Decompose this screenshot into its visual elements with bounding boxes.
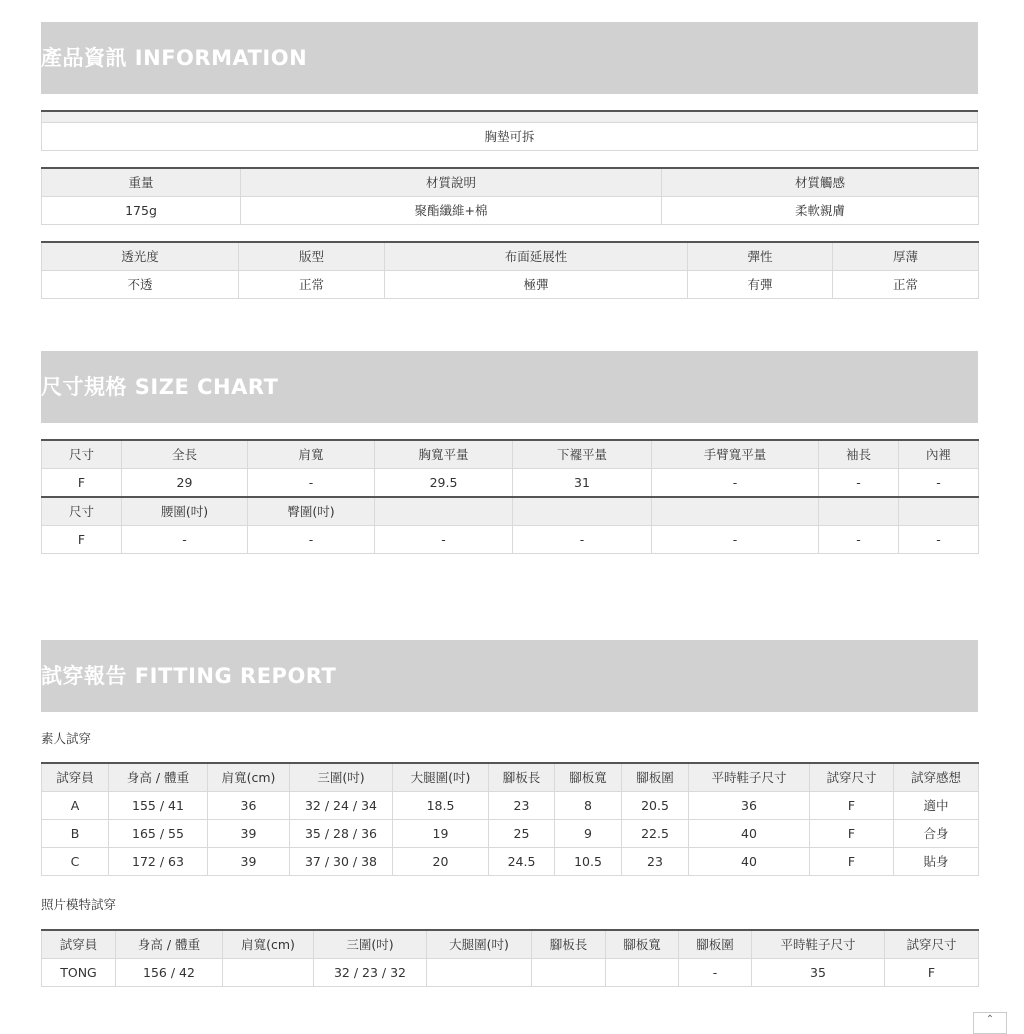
value-cell: F	[810, 820, 894, 848]
value-cell	[223, 959, 314, 987]
header-cell: 腳板圍	[622, 763, 689, 792]
value-cell: 20	[393, 848, 489, 876]
feature-table	[41, 110, 978, 151]
value-cell: 24.5	[489, 848, 555, 876]
header-cell: 內裡	[899, 440, 979, 469]
value-cell: 165 / 55	[109, 820, 208, 848]
value-cell: 40	[689, 848, 810, 876]
value-cell: F	[42, 469, 122, 498]
header-cell: 肩寬(cm)	[208, 763, 290, 792]
value-cell: 31	[513, 469, 652, 498]
amateur-fitting-label: 素人試穿	[41, 731, 92, 746]
header-cell: 腳板圍	[679, 930, 752, 959]
header-cell: 腰圍(吋)	[122, 497, 248, 526]
value-cell: -	[248, 526, 375, 554]
header-cell: 腳板長	[489, 763, 555, 792]
value-cell: C	[42, 848, 109, 876]
info-section-title: 產品資訊 INFORMATION	[41, 22, 978, 94]
value-cell: 172 / 63	[109, 848, 208, 876]
value-cell: 有彈	[688, 271, 833, 299]
value-cell: -	[899, 469, 979, 498]
value-cell: 39	[208, 820, 290, 848]
value-cell: 22.5	[622, 820, 689, 848]
value-cell: 合身	[894, 820, 979, 848]
value-cell: 柔軟親膚	[662, 197, 979, 225]
value-cell: 20.5	[622, 792, 689, 820]
value-cell: 36	[208, 792, 290, 820]
value-cell: 39	[208, 848, 290, 876]
header-cell: 厚薄	[833, 242, 979, 271]
header-cell: 下襬平量	[513, 440, 652, 469]
value-cell: 32 / 23 / 32	[314, 959, 427, 987]
value-cell: -	[652, 526, 819, 554]
value-cell: -	[819, 526, 899, 554]
value-cell: 8	[555, 792, 622, 820]
header-cell: 尺寸	[42, 440, 122, 469]
value-cell	[427, 959, 532, 987]
value-cell: F	[42, 526, 122, 554]
header-cell: 袖長	[819, 440, 899, 469]
value-cell: 35	[752, 959, 885, 987]
value-cell: -	[248, 469, 375, 498]
value-cell: 32 / 24 / 34	[290, 792, 393, 820]
header-cell: 三圍(吋)	[314, 930, 427, 959]
header-cell: 腳板寬	[606, 930, 679, 959]
header-cell: 平時鞋子尺寸	[752, 930, 885, 959]
value-cell: 29.5	[375, 469, 513, 498]
value-cell: -	[819, 469, 899, 498]
table-row	[42, 792, 979, 820]
value-cell: 156 / 42	[116, 959, 223, 987]
table-row	[42, 820, 979, 848]
value-cell: -	[679, 959, 752, 987]
value-cell: -	[122, 526, 248, 554]
feature-cell: 胸墊可拆	[42, 123, 978, 151]
value-cell: 聚酯纖維+棉	[241, 197, 662, 225]
header-cell: 腳板長	[532, 930, 606, 959]
value-cell: 適中	[894, 792, 979, 820]
header-cell: 版型	[239, 242, 385, 271]
header-cell: 大腿圍(吋)	[393, 763, 489, 792]
amateur-fitting-table	[41, 762, 979, 876]
value-cell: 10.5	[555, 848, 622, 876]
value-cell: 極彈	[385, 271, 688, 299]
header-cell: 試穿員	[42, 763, 109, 792]
header-cell: 試穿感想	[894, 763, 979, 792]
value-cell	[606, 959, 679, 987]
value-cell: -	[899, 526, 979, 554]
header-cell: 大腿圍(吋)	[427, 930, 532, 959]
value-cell: 不透	[42, 271, 239, 299]
header-cell: 全長	[122, 440, 248, 469]
header-cell	[513, 497, 652, 526]
model-fitting-label: 照片模特試穿	[41, 897, 117, 912]
value-cell: 35 / 28 / 36	[290, 820, 393, 848]
feature-table-header	[42, 111, 978, 123]
header-cell: 三圍(吋)	[290, 763, 393, 792]
header-cell: 身高 / 體重	[109, 763, 208, 792]
value-cell: 37 / 30 / 38	[290, 848, 393, 876]
header-cell: 透光度	[42, 242, 239, 271]
table-row	[42, 848, 979, 876]
table-row	[42, 959, 979, 987]
fitting-section-title: 試穿報告 FITTING REPORT	[41, 640, 978, 712]
value-cell: 18.5	[393, 792, 489, 820]
header-cell: 試穿尺寸	[885, 930, 979, 959]
value-cell: B	[42, 820, 109, 848]
header-cell: 身高 / 體重	[116, 930, 223, 959]
header-cell: 平時鞋子尺寸	[689, 763, 810, 792]
header-cell: 臀圍(吋)	[248, 497, 375, 526]
value-cell: 23	[489, 792, 555, 820]
value-cell: 9	[555, 820, 622, 848]
header-cell: 材質說明	[241, 168, 662, 197]
size-table	[41, 439, 979, 554]
header-cell: 布面延展性	[385, 242, 688, 271]
info-table-1	[41, 167, 979, 225]
value-cell: 175g	[42, 197, 241, 225]
value-cell: TONG	[42, 959, 116, 987]
header-cell: 彈性	[688, 242, 833, 271]
scroll-to-top-button[interactable]	[973, 1012, 1007, 1034]
header-cell: 重量	[42, 168, 241, 197]
value-cell: 40	[689, 820, 810, 848]
chevron-up-icon: ⌃	[985, 1014, 995, 1025]
header-cell: 肩寬	[248, 440, 375, 469]
value-cell: 正常	[239, 271, 385, 299]
value-cell: 29	[122, 469, 248, 498]
value-cell: 25	[489, 820, 555, 848]
header-cell	[899, 497, 979, 526]
header-cell: 手臂寬平量	[652, 440, 819, 469]
value-cell: 23	[622, 848, 689, 876]
value-cell: 155 / 41	[109, 792, 208, 820]
header-cell	[375, 497, 513, 526]
value-cell: -	[652, 469, 819, 498]
header-cell: 肩寬(cm)	[223, 930, 314, 959]
value-cell: 正常	[833, 271, 979, 299]
value-cell: F	[885, 959, 979, 987]
header-cell: 尺寸	[42, 497, 122, 526]
model-fitting-table	[41, 929, 979, 987]
value-cell: A	[42, 792, 109, 820]
size-section-title: 尺寸規格 SIZE CHART	[41, 351, 978, 423]
header-cell: 材質觸感	[662, 168, 979, 197]
value-cell	[532, 959, 606, 987]
header-cell: 試穿員	[42, 930, 116, 959]
value-cell: F	[810, 848, 894, 876]
value-cell: F	[810, 792, 894, 820]
header-cell	[652, 497, 819, 526]
value-cell: 36	[689, 792, 810, 820]
header-cell: 腳板寬	[555, 763, 622, 792]
value-cell: 19	[393, 820, 489, 848]
value-cell: -	[513, 526, 652, 554]
header-cell: 胸寬平量	[375, 440, 513, 469]
header-cell: 試穿尺寸	[810, 763, 894, 792]
value-cell: 貼身	[894, 848, 979, 876]
header-cell	[819, 497, 899, 526]
info-table-2	[41, 241, 979, 299]
value-cell: -	[375, 526, 513, 554]
